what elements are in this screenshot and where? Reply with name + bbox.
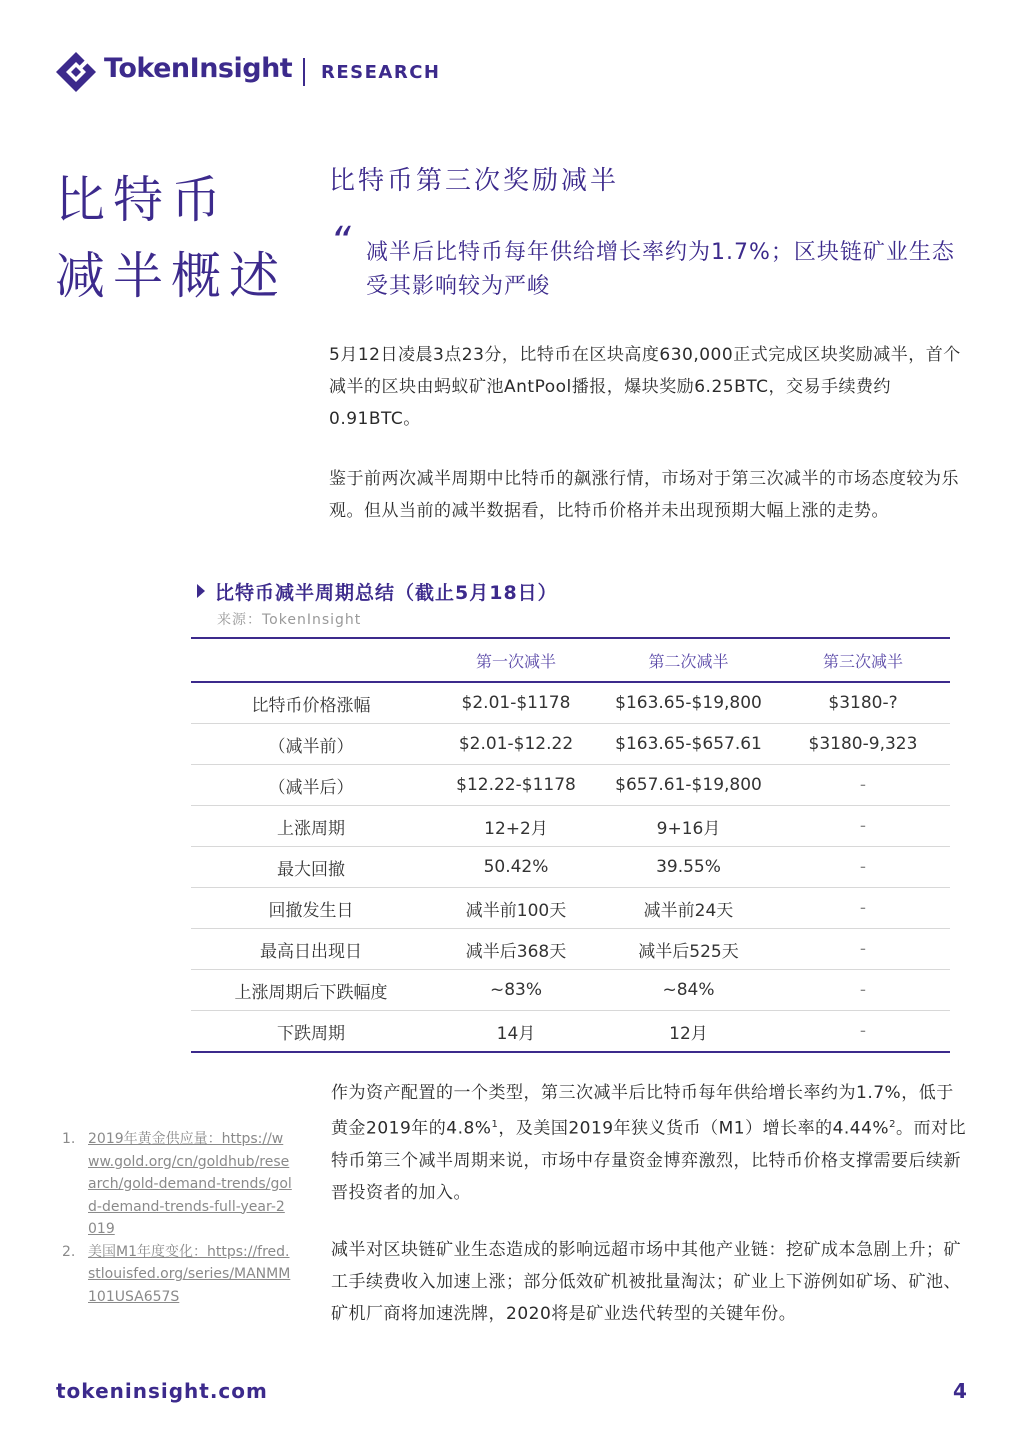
table-row — [191, 847, 950, 888]
paragraph-3-part-c: 。而对比特币第三个减半周期来说，市场中存量资金博弈激烈，比特币价格支撑需要后续新晋投资者的加入。 — [331, 1118, 966, 1203]
page-title-line-2: 减半概述 — [55, 247, 287, 305]
paragraph-3-part-a: 作为资产配置的一个类型，第三次减半后比特币每年供给增长率约为1.7%，低于黄金2019年的4.8% — [331, 1083, 954, 1139]
table-cell: 减半后368天 — [431, 929, 601, 970]
table-cell: 9+16月 — [601, 806, 776, 847]
table-row-label: 下跌周期 — [191, 1011, 431, 1053]
paragraph-3-part-b: ，及美国2019年狭义货币（M1）增长率的4.44% — [498, 1118, 890, 1139]
table-header-cell — [191, 638, 431, 682]
table-cell: - — [776, 888, 950, 929]
footnote-ref-2[interactable]: 2 — [889, 1119, 896, 1130]
table-cell: ~84% — [601, 970, 776, 1011]
table-cell: 减半前24天 — [601, 888, 776, 929]
table-row — [191, 765, 950, 806]
header-divider — [303, 58, 305, 86]
table-cell: - — [776, 847, 950, 888]
table-header-row — [191, 638, 950, 682]
table-cell: $163.65-$657.61 — [601, 724, 776, 765]
footnote-1 — [62, 1128, 292, 1241]
table-row-label: （减半前） — [191, 724, 431, 765]
table-row — [191, 970, 950, 1011]
table-row — [191, 888, 950, 929]
table-row — [191, 929, 950, 970]
footer-site-link[interactable]: tokeninsight.com — [56, 1379, 268, 1403]
table-row-label: 最高日出现日 — [191, 929, 431, 970]
table-cell: $3180-? — [776, 682, 950, 724]
footnote-link[interactable]: 美国M1年度变化：https://fred.stlouisfed.org/series/MANMM101USA657S — [88, 1243, 291, 1305]
table-cell: - — [776, 806, 950, 847]
table-row — [191, 1011, 950, 1053]
pull-quote: 减半后比特币每年供给增长率约为1.7%；区块链矿业生态受其影响较为严峻 — [366, 240, 955, 299]
table-cell: 减半后525天 — [601, 929, 776, 970]
table-row-label: 上涨周期后下跌幅度 — [191, 970, 431, 1011]
table-header-cell: 第一次减半 — [431, 638, 601, 682]
table-cell: - — [776, 929, 950, 970]
paragraph-1: 5月12日凌晨3点23分，比特币在区块高度630,000正式完成区块奖励减半，首个减半的区块由蚂蚁矿池AntPool播报，爆块奖励6.25BTC，交易手续费约0.91BTC。 — [329, 345, 961, 429]
table-row-label: 上涨周期 — [191, 806, 431, 847]
footnote-link[interactable]: 2019年黄金供应量：https://www.gold.org/cn/goldhub/research/gold-demand-trends/gold-demand-trends-full-year-2019 — [88, 1131, 292, 1237]
table-title: 比特币减半周期总结（截止5月18日） — [215, 582, 558, 604]
footnote-ref-1[interactable]: 1 — [491, 1119, 499, 1130]
quote-mark-icon: “ — [330, 219, 351, 265]
table-cell: 12+2月 — [431, 806, 601, 847]
table-cell: $12.22-$1178 — [431, 765, 601, 806]
paragraph-4: 减半对区块链矿业生态造成的影响远超市场中其他产业链：挖矿成本急剧上升；矿工手续费收入加速上涨；部分低效矿机被批量淘汰；矿业上下游例如矿场、矿池、矿机厂商将加速洗牌，2020将是矿业迭代转型的关键年份。 — [331, 1240, 961, 1324]
table-cell: 减半前100天 — [431, 888, 601, 929]
table-cell: $657.61-$19,800 — [601, 765, 776, 806]
table-cell: 12月 — [601, 1011, 776, 1053]
table-source: 来源：TokenInsight — [217, 612, 362, 628]
table-cell: $3180-9,323 — [776, 724, 950, 765]
brand-name: TokenInsight — [104, 53, 293, 84]
table-cell: 14月 — [431, 1011, 601, 1053]
tokeninsight-logo-icon — [54, 50, 98, 94]
table-row-label: 回撤发生日 — [191, 888, 431, 929]
footnote-number: 1. — [62, 1131, 76, 1147]
table-cell: $163.65-$19,800 — [601, 682, 776, 724]
footnote-2 — [62, 1241, 292, 1309]
table-cell: - — [776, 1011, 950, 1053]
table-row — [191, 806, 950, 847]
page-number: 4 — [953, 1379, 967, 1403]
table-cell: ~83% — [431, 970, 601, 1011]
paragraph-3 — [331, 1077, 971, 1209]
table-cell: $2.01-$1178 — [431, 682, 601, 724]
table-cell: - — [776, 765, 950, 806]
footnote-number: 2. — [62, 1243, 76, 1260]
table-bullet-icon — [197, 584, 205, 598]
table-header-cell: 第三次减半 — [776, 638, 950, 682]
table-cell: - — [776, 970, 950, 1011]
section-label: RESEARCH — [321, 62, 441, 83]
table-header-cell: 第二次减半 — [601, 638, 776, 682]
table-row-label: 最大回撤 — [191, 847, 431, 888]
table-row — [191, 724, 950, 765]
page-title-line-1: 比特币 — [55, 171, 229, 229]
table-cell: 39.55% — [601, 847, 776, 888]
table-row — [191, 682, 950, 724]
table-row-label: 比特币价格涨幅 — [191, 682, 431, 724]
halving-summary-table — [191, 637, 950, 1053]
paragraph-2: 鉴于前两次减半周期中比特币的飙涨行情，市场对于第三次减半的市场态度较为乐观。但从当前的减半数据看，比特币价格并未出现预期大幅上涨的走势。 — [329, 469, 959, 521]
table-cell: 50.42% — [431, 847, 601, 888]
section-title: 比特币第三次奖励减半 — [329, 166, 620, 196]
table-row-label: （减半后） — [191, 765, 431, 806]
table-cell: $2.01-$12.22 — [431, 724, 601, 765]
footnotes — [62, 1128, 292, 1308]
